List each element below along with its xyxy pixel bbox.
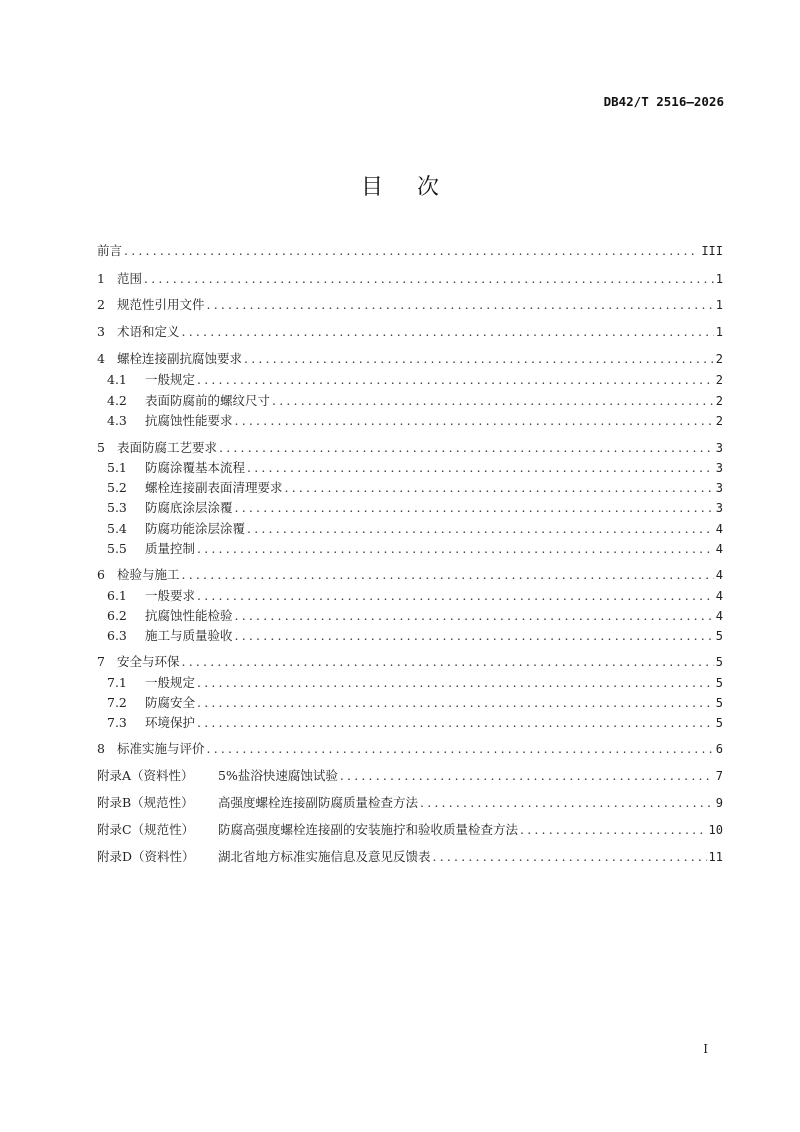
toc-entry-page: 2 <box>715 373 723 387</box>
standard-number: DB42/T 2516—2026 <box>603 94 724 109</box>
toc-entry-title: 防腐涂覆基本流程 <box>145 460 246 475</box>
toc-entry-title: 防腐底涂层涂覆 <box>145 500 233 515</box>
toc-entry-page: 1 <box>715 325 723 339</box>
toc-entry[interactable] <box>97 741 723 757</box>
dot-leader <box>420 795 714 811</box>
toc-entry-page: 5 <box>715 716 723 730</box>
toc-entry[interactable] <box>97 795 723 811</box>
toc-entry-title: 检验与施工 <box>117 567 180 582</box>
dot-leader <box>197 675 714 691</box>
dot-leader <box>235 500 714 516</box>
toc-entry-number: 7.2 <box>107 695 127 710</box>
toc-entry-number: 附录D（资料性） <box>97 849 195 864</box>
toc-entry-number: 6.1 <box>107 588 127 603</box>
toc-entry-title: 一般要求 <box>145 588 196 603</box>
toc-entry-page: 5 <box>715 629 723 643</box>
toc-entry-page: 4 <box>715 568 723 582</box>
page-title: 目次 <box>360 175 473 200</box>
toc-entry[interactable] <box>97 822 723 838</box>
toc-entry-number: 5 <box>97 440 105 455</box>
dot-leader <box>244 351 714 367</box>
toc-entry[interactable] <box>107 541 723 557</box>
toc-entry-title: 高强度螺栓连接副防腐质量检查方法 <box>218 795 419 810</box>
toc-entry[interactable] <box>97 271 723 287</box>
dot-leader <box>124 243 699 259</box>
dot-leader <box>219 440 714 456</box>
toc-entry-title: 前言 <box>97 243 123 258</box>
toc-entry[interactable] <box>97 768 723 784</box>
toc-entry-title: 范围 <box>117 271 143 286</box>
dot-leader <box>207 297 714 313</box>
toc-entry[interactable] <box>107 372 723 388</box>
toc-entry[interactable] <box>107 460 723 476</box>
dot-leader <box>235 413 714 429</box>
toc-entry-number: 附录C（规范性） <box>97 822 195 837</box>
toc-entry-page: 4 <box>715 589 723 603</box>
dot-leader <box>272 393 714 409</box>
toc-entry-page: 3 <box>715 461 723 475</box>
dot-leader <box>197 541 714 557</box>
toc-entry-page: 2 <box>715 414 723 428</box>
toc-entry-title: 抗腐蚀性能要求 <box>145 413 233 428</box>
toc-entry-title: 环境保护 <box>145 715 196 730</box>
toc-entry-number: 6.2 <box>107 608 127 623</box>
toc-entry-number: 1 <box>97 271 105 286</box>
toc-entry-page: 11 <box>708 850 723 864</box>
toc-entry-title: 螺栓连接副表面清理要求 <box>145 480 283 495</box>
toc-entry-title: 质量控制 <box>145 541 196 556</box>
dot-leader <box>197 588 714 604</box>
toc-entry-title: 安全与环保 <box>117 654 180 669</box>
toc-entry[interactable] <box>97 243 723 259</box>
toc-entry-number: 附录A（资料性） <box>97 768 194 783</box>
toc-entry[interactable] <box>107 588 723 604</box>
toc-entry-page: 5 <box>715 655 723 669</box>
toc-entry-number: 5.5 <box>107 541 127 556</box>
toc-entry-title: 标准实施与评价 <box>117 741 205 756</box>
toc-entry-number: 7.1 <box>107 675 127 690</box>
toc-entry-title: 防腐安全 <box>145 695 196 710</box>
toc-entry-title: 一般规定 <box>145 372 196 387</box>
toc-entry[interactable] <box>107 480 723 496</box>
toc-entry-number: 5.3 <box>107 500 127 515</box>
page-number: I <box>703 1042 708 1056</box>
toc-entry-page: 10 <box>708 823 723 837</box>
toc-entry[interactable] <box>107 715 723 731</box>
toc-entry-number: 4.2 <box>107 393 127 408</box>
toc-entry[interactable] <box>107 521 723 537</box>
toc-entry-number: 4.1 <box>107 372 127 387</box>
toc-entry-number: 8 <box>97 741 105 756</box>
toc-entry-page: 4 <box>715 609 723 623</box>
dot-leader <box>182 567 714 583</box>
toc-entry-page: 3 <box>715 481 723 495</box>
toc-entry-title: 5%盐浴快速腐蚀试验 <box>218 768 338 783</box>
dot-leader <box>340 768 714 784</box>
dot-leader <box>433 849 707 865</box>
dot-leader <box>247 521 714 537</box>
toc-entry-title: 湖北省地方标准实施信息及意见反馈表 <box>218 849 431 864</box>
toc-entry-page: 4 <box>715 522 723 536</box>
toc-entry[interactable] <box>107 393 723 409</box>
toc-entry[interactable] <box>97 324 723 340</box>
toc-entry-number: 5.2 <box>107 480 127 495</box>
dot-leader <box>247 460 714 476</box>
toc-entry[interactable] <box>97 567 723 583</box>
toc-entry[interactable] <box>97 440 723 456</box>
toc-entry-number: 4 <box>97 351 105 366</box>
toc-entry-title: 螺栓连接副抗腐蚀要求 <box>117 351 243 366</box>
toc-entry-page: 3 <box>715 441 723 455</box>
toc-entry-number: 7 <box>97 654 105 669</box>
toc-entry-title: 防腐高强度螺栓连接副的安装施拧和验收质量检查方法 <box>218 822 519 837</box>
toc-entry-page: 6 <box>715 742 723 756</box>
dot-leader <box>207 741 714 757</box>
dot-leader <box>235 628 714 644</box>
toc-entry-title: 一般规定 <box>145 675 196 690</box>
toc-entry-number: 附录B（规范性） <box>97 795 194 810</box>
toc-entry-number: 2 <box>97 297 105 312</box>
dot-leader <box>197 695 714 711</box>
dot-leader <box>235 608 714 624</box>
dot-leader <box>197 715 714 731</box>
toc-entry-number: 5.4 <box>107 521 127 536</box>
toc-entry[interactable] <box>97 849 723 865</box>
toc-entry[interactable] <box>107 500 723 516</box>
toc-entry-page: 4 <box>715 542 723 556</box>
toc-entry[interactable] <box>97 351 723 367</box>
toc-entry-title: 施工与质量验收 <box>145 628 233 643</box>
toc-entry[interactable] <box>107 695 723 711</box>
dot-leader <box>520 822 707 838</box>
toc-entry-page: 1 <box>715 298 723 312</box>
toc-entry[interactable] <box>107 608 723 624</box>
toc-entry-page: 2 <box>715 352 723 366</box>
dot-leader <box>182 324 714 340</box>
dot-leader <box>197 372 714 388</box>
toc-entry-title: 术语和定义 <box>117 324 180 339</box>
toc-entry-page: III <box>701 244 723 258</box>
toc-entry-title: 防腐功能涂层涂覆 <box>145 521 246 536</box>
toc-entry-page: 7 <box>715 769 723 783</box>
toc-entry[interactable] <box>107 628 723 644</box>
dot-leader <box>182 654 714 670</box>
toc-entry-number: 3 <box>97 324 105 339</box>
toc-entry-title: 规范性引用文件 <box>117 297 205 312</box>
toc-entry[interactable] <box>97 297 723 313</box>
toc-entry-number: 4.3 <box>107 413 127 428</box>
toc-entry-number: 5.1 <box>107 460 127 475</box>
toc-entry-page: 1 <box>715 272 723 286</box>
toc-entry-title: 抗腐蚀性能检验 <box>145 608 233 623</box>
toc-entry[interactable] <box>107 675 723 691</box>
toc-entry-page: 5 <box>715 696 723 710</box>
dot-leader <box>144 271 714 287</box>
toc-entry[interactable] <box>97 654 723 670</box>
toc-entry-page: 2 <box>715 394 723 408</box>
toc-entry[interactable] <box>107 413 723 429</box>
toc-entry-number: 6 <box>97 567 105 582</box>
toc-entry-title: 表面防腐前的螺纹尺寸 <box>145 393 271 408</box>
toc-entry-number: 6.3 <box>107 628 127 643</box>
toc-entry-page: 5 <box>715 676 723 690</box>
toc-entry-title: 表面防腐工艺要求 <box>117 440 218 455</box>
toc-entry-page: 9 <box>715 796 723 810</box>
toc-entry-number: 7.3 <box>107 715 127 730</box>
dot-leader <box>285 480 714 496</box>
toc-entry-page: 3 <box>715 501 723 515</box>
